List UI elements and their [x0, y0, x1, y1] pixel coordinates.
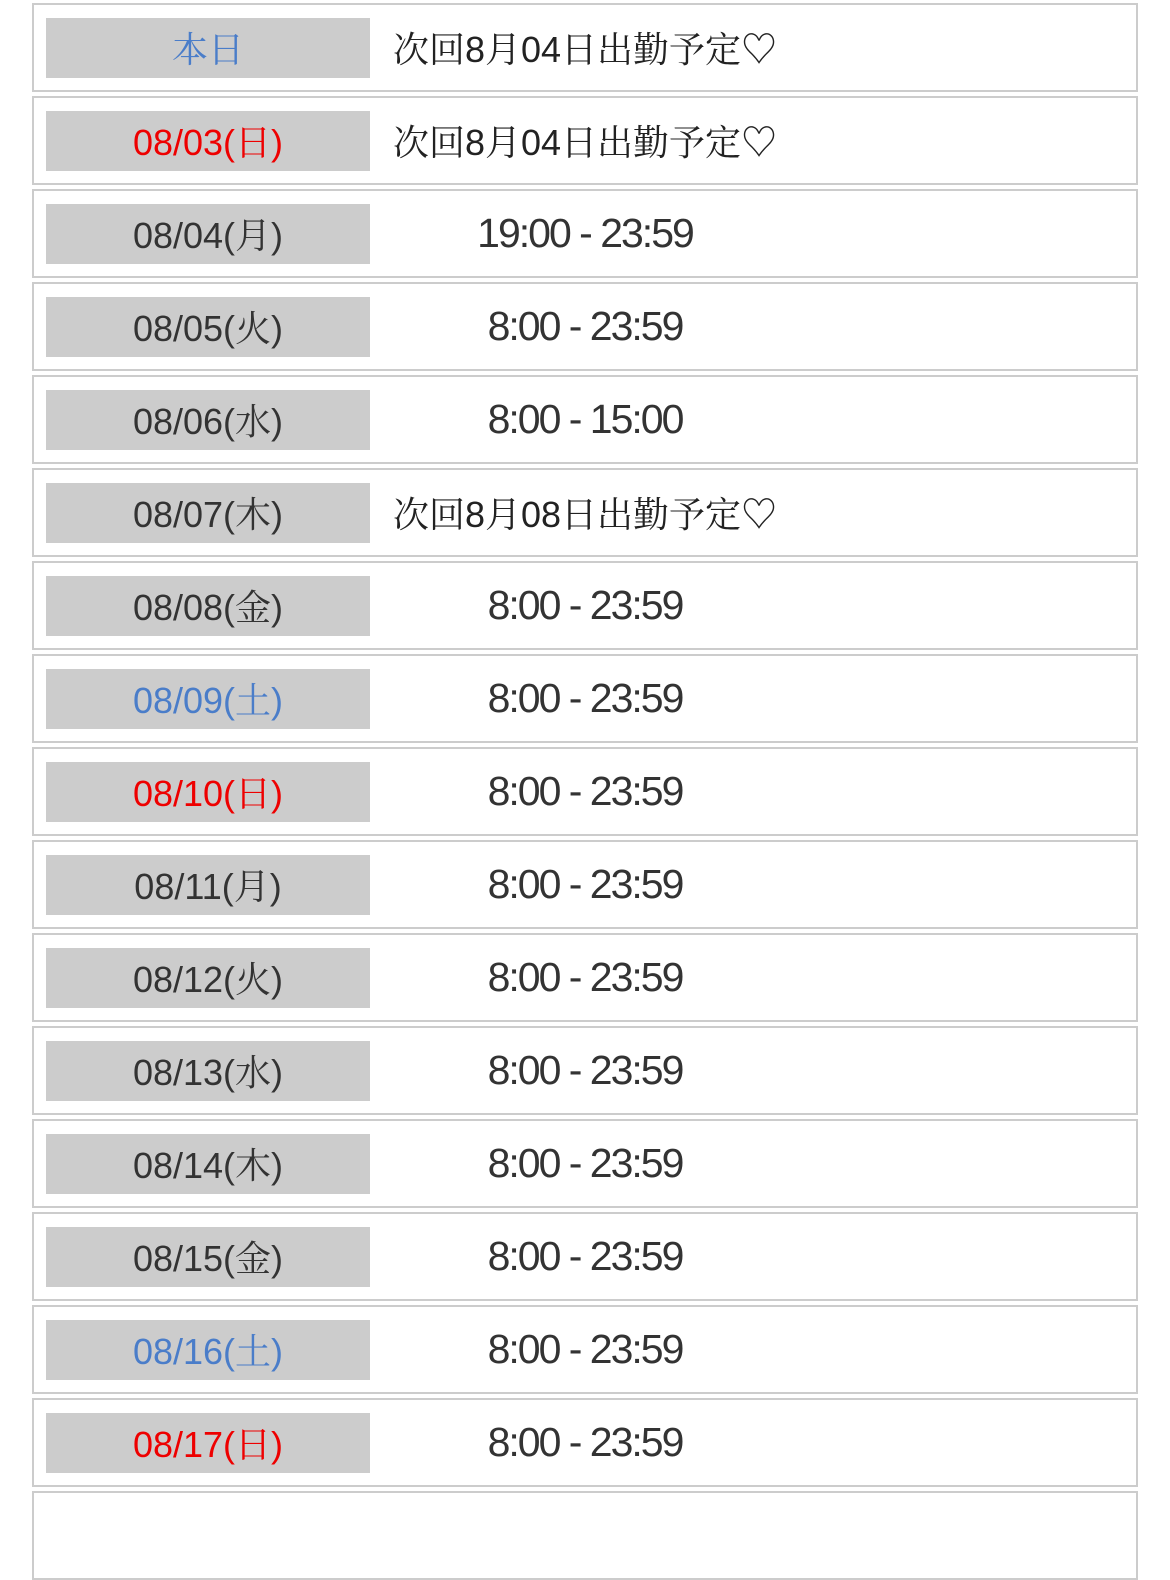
- schedule-row: [32, 840, 1138, 929]
- date-label: 08/07(木): [46, 483, 370, 543]
- date-label: 08/03(日): [46, 111, 370, 171]
- date-label: 08/09(土): [46, 669, 370, 729]
- schedule-value: 8:00 - 23:59: [487, 1140, 683, 1186]
- schedule-row: [32, 1398, 1138, 1487]
- date-label: 08/08(金): [46, 576, 370, 636]
- schedule-value: 8:00 - 23:59: [487, 861, 683, 907]
- schedule-row: [32, 561, 1138, 650]
- schedule-row: [32, 1305, 1138, 1394]
- date-label: 08/04(月): [46, 204, 370, 264]
- schedule-value: 次回8月04日出勤予定♡: [392, 122, 778, 163]
- date-label: 08/05(火): [46, 297, 370, 357]
- schedule-row: [32, 1026, 1138, 1115]
- date-label: 08/17(日): [46, 1413, 370, 1473]
- date-label: 08/14(木): [46, 1134, 370, 1194]
- schedule-row: [32, 3, 1138, 92]
- schedule-row: [32, 189, 1138, 278]
- date-label: 08/10(日): [46, 762, 370, 822]
- schedule-value: 8:00 - 23:59: [487, 1233, 683, 1279]
- schedule-row: [32, 1119, 1138, 1208]
- schedule-value: 8:00 - 23:59: [487, 768, 683, 814]
- schedule-value: 19:00 - 23:59: [477, 210, 693, 256]
- schedule-row: [32, 468, 1138, 557]
- schedule-row-partial: [32, 1491, 1138, 1580]
- schedule-value: 8:00 - 23:59: [487, 303, 683, 349]
- date-label: 08/06(水): [46, 390, 370, 450]
- schedule-row: [32, 747, 1138, 836]
- date-label: 08/16(土): [46, 1320, 370, 1380]
- date-label: 08/11(月): [46, 855, 370, 915]
- schedule-row: [32, 1212, 1138, 1301]
- schedule-value: 8:00 - 23:59: [487, 954, 683, 1000]
- schedule-value: 8:00 - 23:59: [487, 1419, 683, 1465]
- date-label: 08/13(水): [46, 1041, 370, 1101]
- schedule-row: [32, 282, 1138, 371]
- schedule-row: [32, 96, 1138, 185]
- schedule-value: 8:00 - 23:59: [487, 675, 683, 721]
- schedule-value: 8:00 - 23:59: [487, 1326, 683, 1372]
- schedule-value: 次回8月04日出勤予定♡: [392, 29, 778, 70]
- schedule-value: 8:00 - 15:00: [487, 396, 683, 442]
- schedule-value: 8:00 - 23:59: [487, 1047, 683, 1093]
- schedule-row: [32, 375, 1138, 464]
- date-label: 本日: [46, 18, 370, 78]
- schedule-value: 8:00 - 23:59: [487, 582, 683, 628]
- schedule-row: [32, 933, 1138, 1022]
- schedule-value: 次回8月08日出勤予定♡: [392, 494, 778, 535]
- date-label: 08/12(火): [46, 948, 370, 1008]
- schedule-row: [32, 654, 1138, 743]
- date-label: 08/15(金): [46, 1227, 370, 1287]
